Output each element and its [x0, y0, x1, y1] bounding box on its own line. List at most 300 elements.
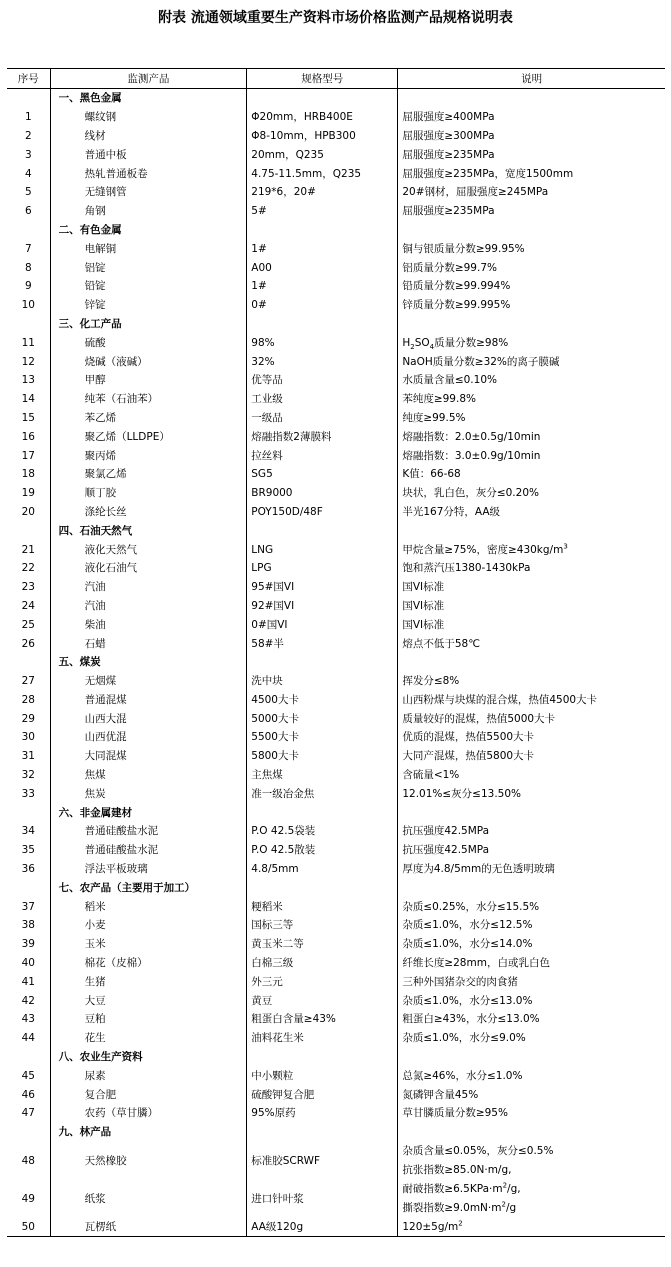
note-line-2: 抗张指数≥85.0N·m/g, — [402, 1163, 512, 1176]
row-number: 33 — [7, 784, 50, 803]
product-label: 石蜡 — [84, 637, 106, 650]
note-value — [398, 691, 665, 710]
table-row — [7, 559, 665, 578]
product-name — [50, 540, 247, 559]
product-name — [50, 1066, 247, 1085]
note-line: 大同产混煤，热值5800大卡 — [402, 750, 535, 763]
row-number: 4 — [7, 164, 50, 183]
product-label: 聚丙烯 — [84, 449, 117, 462]
product-name — [50, 390, 247, 409]
table-row — [7, 277, 665, 296]
row-number: 32 — [7, 766, 50, 785]
product-label: 柴油 — [84, 618, 106, 631]
row-number: 6 — [7, 202, 50, 221]
row-number: 9 — [7, 277, 50, 296]
note-value — [398, 841, 665, 860]
product-label: 热轧普通板卷 — [84, 167, 148, 180]
table-row — [7, 465, 665, 484]
table-row — [7, 1218, 665, 1237]
product-name — [50, 822, 247, 841]
spec-value: 1# — [247, 277, 398, 296]
row-number: 42 — [7, 991, 50, 1010]
spec-value: 5800大卡 — [247, 747, 398, 766]
note-value — [398, 1142, 665, 1180]
category-label: 三、化工产品 — [50, 315, 247, 334]
product-label: 天然橡胶 — [84, 1154, 127, 1167]
product-name — [50, 277, 247, 296]
note-value — [398, 672, 665, 691]
note-value — [398, 108, 665, 127]
note-value — [398, 352, 665, 371]
spec-cell — [247, 1123, 398, 1142]
product-label: 液化石油气 — [84, 562, 138, 575]
row-number: 37 — [7, 897, 50, 916]
note-line: 杂质≤1.0%，水分≤14.0% — [402, 938, 533, 951]
note-line: 铅质量分数≥99.994% — [402, 280, 511, 293]
product-label: 角钢 — [84, 205, 106, 218]
product-name — [50, 1180, 247, 1218]
product-name — [50, 183, 247, 202]
note-value — [398, 1010, 665, 1029]
note-value — [398, 634, 665, 653]
row-number: 22 — [7, 559, 50, 578]
table-row — [7, 540, 665, 559]
category-row — [7, 89, 665, 108]
note-value — [398, 258, 665, 277]
note-line: 水质量含量≤0.10% — [402, 374, 497, 387]
note-line: 饱和蒸汽压1380-1430kPa — [402, 562, 531, 575]
product-name — [50, 728, 247, 747]
table-row — [7, 127, 665, 146]
table-row — [7, 1010, 665, 1029]
row-num-cell — [7, 221, 50, 240]
row-num-cell — [7, 653, 50, 672]
product-name — [50, 578, 247, 597]
product-name — [50, 465, 247, 484]
spec-value: 标准胶SCRWF — [247, 1142, 398, 1180]
product-name — [50, 1104, 247, 1123]
table-row — [7, 1142, 665, 1180]
product-name — [50, 352, 247, 371]
spec-value: 5# — [247, 202, 398, 221]
row-number: 24 — [7, 597, 50, 616]
product-label: 普通中板 — [84, 148, 127, 161]
spec-value: AA级120g — [247, 1218, 398, 1237]
category-row — [7, 315, 665, 334]
spec-value: 219*6，20# — [247, 183, 398, 202]
spec-value: 5000大卡 — [247, 709, 398, 728]
product-label: 顺丁胶 — [84, 487, 117, 500]
spec-value: 黄豆 — [247, 991, 398, 1010]
category-row — [7, 221, 665, 240]
row-number: 46 — [7, 1085, 50, 1104]
product-label: 小麦 — [84, 919, 106, 932]
product-name — [50, 409, 247, 428]
row-number: 45 — [7, 1066, 50, 1085]
row-number: 39 — [7, 935, 50, 954]
spec-value: 熔融指数2薄膜料 — [247, 427, 398, 446]
table-row — [7, 1066, 665, 1085]
row-number: 26 — [7, 634, 50, 653]
spec-value: Φ8-10mm，HPB300 — [247, 127, 398, 146]
header-product: 监测产品 — [50, 69, 247, 89]
row-number: 25 — [7, 615, 50, 634]
spec-value: 洗中块 — [247, 672, 398, 691]
product-label: 稻米 — [84, 900, 106, 913]
note-value — [398, 860, 665, 879]
note-line: 国VI标准 — [402, 599, 445, 612]
row-number: 27 — [7, 672, 50, 691]
spec-value: 32% — [247, 352, 398, 371]
page-title: 附表 流通领域重要生产资料市场价格监测产品规格说明表 — [158, 10, 513, 26]
product-label: 农药（草甘膦） — [84, 1107, 159, 1120]
product-label: 焦煤 — [84, 769, 106, 782]
spec-value: 一级品 — [247, 409, 398, 428]
spec-value: 95#国VI — [247, 578, 398, 597]
note-line: 山西粉煤与块煤的混合煤，热值4500大卡 — [402, 693, 598, 706]
table-row — [7, 691, 665, 710]
spec-value: 中小颗粒 — [247, 1066, 398, 1085]
row-num-cell — [7, 521, 50, 540]
product-label: 甲醇 — [84, 374, 106, 387]
product-name — [50, 258, 247, 277]
table-row — [7, 427, 665, 446]
row-number: 3 — [7, 145, 50, 164]
category-label: 二、有色金属 — [50, 221, 247, 240]
spec-value: 1# — [247, 239, 398, 258]
row-number: 38 — [7, 916, 50, 935]
note-value — [398, 127, 665, 146]
product-name — [50, 935, 247, 954]
product-name — [50, 333, 247, 352]
table-row — [7, 446, 665, 465]
note-value — [398, 409, 665, 428]
spec-cell — [247, 89, 398, 108]
table-row — [7, 634, 665, 653]
table-row — [7, 822, 665, 841]
note-value — [398, 390, 665, 409]
category-row — [7, 803, 665, 822]
category-row — [7, 653, 665, 672]
note-cell — [398, 1048, 665, 1067]
note-cell — [398, 803, 665, 822]
product-name — [50, 1218, 247, 1237]
row-num-cell — [7, 1123, 50, 1142]
table-row — [7, 108, 665, 127]
note-value — [398, 935, 665, 954]
spec-value: BR9000 — [247, 484, 398, 503]
table-row — [7, 258, 665, 277]
spec-value: 20mm，Q235 — [247, 145, 398, 164]
row-number: 43 — [7, 1010, 50, 1029]
product-label: 普通硅酸盐水泥 — [84, 825, 159, 838]
spec-value: 主焦煤 — [247, 766, 398, 785]
product-name — [50, 108, 247, 127]
product-label: 纯苯（石油苯） — [84, 393, 159, 406]
product-name — [50, 484, 247, 503]
note-value — [398, 1104, 665, 1123]
spec-cell — [247, 1048, 398, 1067]
note-value — [398, 766, 665, 785]
note-value — [398, 427, 665, 446]
product-name — [50, 991, 247, 1010]
note-value — [398, 446, 665, 465]
note-line: 熔融指数：2.0±0.5g/10min — [402, 430, 541, 443]
spec-value: 98% — [247, 333, 398, 352]
note-value — [398, 747, 665, 766]
note-line: 20#钢材，屈服强度≥245MPa — [402, 186, 549, 199]
note-value — [398, 972, 665, 991]
row-number: 23 — [7, 578, 50, 597]
note-line: 甲烷含量≥75%，密度$\ge 430kg/m^3$ — [402, 542, 568, 556]
spec-value: 0# — [247, 296, 398, 315]
note-line: 耐破指数$\ge 6.5KPa\cdot m^2/g$, — [402, 1181, 521, 1195]
note-cell — [398, 521, 665, 540]
spec-value: POY150D/48F — [247, 503, 398, 522]
product-label: 锌锭 — [84, 299, 106, 312]
table-row — [7, 409, 665, 428]
product-label: 无缝钢管 — [84, 186, 127, 199]
row-number: 14 — [7, 390, 50, 409]
spec-value: 工业级 — [247, 390, 398, 409]
table-header-row — [7, 69, 665, 89]
row-number: 44 — [7, 1029, 50, 1048]
product-label: 山西大混 — [84, 712, 127, 725]
product-label: 聚乙烯（LLDPE） — [84, 430, 170, 443]
product-name — [50, 747, 247, 766]
spec-value: 优等品 — [247, 371, 398, 390]
row-number: 2 — [7, 127, 50, 146]
product-label: 电解铜 — [84, 242, 117, 255]
product-label: 铝锭 — [84, 261, 106, 274]
spec-value: 油料花生米 — [247, 1029, 398, 1048]
row-number: 41 — [7, 972, 50, 991]
product-name — [50, 916, 247, 935]
note-value — [398, 615, 665, 634]
note-line: 屈服强度≥235MPa — [402, 205, 495, 218]
note-line: 屈服强度≥300MPa — [402, 129, 495, 142]
spec-value: 5500大卡 — [247, 728, 398, 747]
spec-value: 4500大卡 — [247, 691, 398, 710]
note-value — [398, 954, 665, 973]
spec-value: 国标三等 — [247, 916, 398, 935]
table-row — [7, 164, 665, 183]
table-row — [7, 484, 665, 503]
note-line: 质量较好的混煤，热值5000大卡 — [402, 712, 556, 725]
note-line: 厚度为4.8/5mm的无色透明玻璃 — [402, 863, 555, 876]
note-line: 纤维长度≥28mm，白或乳白色 — [402, 957, 550, 970]
note-value — [398, 728, 665, 747]
product-name — [50, 897, 247, 916]
header-num: 序号 — [7, 69, 50, 89]
table-row — [7, 183, 665, 202]
table-row — [7, 352, 665, 371]
product-label: 无烟煤 — [84, 675, 117, 688]
product-label: 复合肥 — [84, 1088, 117, 1101]
spec-value: LNG — [247, 540, 398, 559]
product-name — [50, 766, 247, 785]
category-label: 八、农业生产资料 — [50, 1048, 247, 1067]
note-line: 熔融指数：3.0±0.9g/10min — [402, 449, 541, 462]
row-num-cell — [7, 315, 50, 334]
product-name — [50, 634, 247, 653]
note-line: 屈服强度≥235MPa，宽度1500mm — [402, 167, 574, 180]
note-line-2: 撕裂指数$\ge 9.0mN\cdot m^2/g$ — [402, 1200, 517, 1214]
product-name — [50, 1010, 247, 1029]
spec-value: 准一级冶金焦 — [247, 784, 398, 803]
product-name — [50, 559, 247, 578]
table-row — [7, 296, 665, 315]
row-number: 18 — [7, 465, 50, 484]
row-number: 17 — [7, 446, 50, 465]
spec-cell — [247, 315, 398, 334]
spec-value: 58#半 — [247, 634, 398, 653]
table-row — [7, 841, 665, 860]
note-line: $H_2SO_4$质量分数≥98% — [402, 336, 509, 351]
note-line: 杂质≤1.0%，水分≤12.5% — [402, 919, 533, 932]
row-number: 13 — [7, 371, 50, 390]
row-number: 28 — [7, 691, 50, 710]
category-label: 五、煤炭 — [50, 653, 247, 672]
row-number: 35 — [7, 841, 50, 860]
note-value — [398, 916, 665, 935]
table-row — [7, 916, 665, 935]
row-number: 1 — [7, 108, 50, 127]
product-label: 纸浆 — [84, 1192, 106, 1205]
note-value — [398, 991, 665, 1010]
row-num-cell — [7, 803, 50, 822]
row-number: 49 — [7, 1180, 50, 1218]
spec-value: 黄玉米二等 — [247, 935, 398, 954]
note-line: 12.01%≤灰分≤13.50% — [402, 787, 521, 800]
product-label: 山西优混 — [84, 731, 127, 744]
note-value — [398, 897, 665, 916]
category-label: 一、黑色金属 — [50, 89, 247, 108]
table-row — [7, 747, 665, 766]
product-name — [50, 1029, 247, 1048]
note-cell — [398, 1123, 665, 1142]
row-number: 10 — [7, 296, 50, 315]
product-label: 焦炭 — [84, 787, 106, 800]
product-label: 烧碱（液碱） — [84, 355, 148, 368]
header-note: 说明 — [398, 69, 665, 89]
category-row — [7, 1048, 665, 1067]
row-number: 34 — [7, 822, 50, 841]
row-number: 15 — [7, 409, 50, 428]
note-value — [398, 559, 665, 578]
note-value — [398, 540, 665, 559]
table-row — [7, 503, 665, 522]
note-cell — [398, 878, 665, 897]
note-value — [398, 296, 665, 315]
note-line: 氮磷钾含量45% — [402, 1088, 479, 1101]
note-value — [398, 1218, 665, 1237]
table-row — [7, 897, 665, 916]
product-label: 豆粕 — [84, 1013, 106, 1026]
product-name — [50, 615, 247, 634]
table-body — [7, 89, 665, 1237]
table-row — [7, 709, 665, 728]
spec-cell — [247, 878, 398, 897]
product-label: 普通硅酸盐水泥 — [84, 844, 159, 857]
note-line: 总氮≥46%，水分≤1.0% — [402, 1069, 523, 1082]
note-value — [398, 484, 665, 503]
table-row — [7, 860, 665, 879]
product-name — [50, 672, 247, 691]
note-value — [398, 578, 665, 597]
row-number: 48 — [7, 1142, 50, 1180]
product-label: 聚氯乙烯 — [84, 468, 127, 481]
note-line: 国VI标准 — [402, 581, 445, 594]
product-name — [50, 503, 247, 522]
table-row — [7, 615, 665, 634]
spec-value: 0#国VI — [247, 615, 398, 634]
table-row — [7, 1029, 665, 1048]
category-row — [7, 521, 665, 540]
row-number: 7 — [7, 239, 50, 258]
product-name — [50, 296, 247, 315]
spec-value: P.O 42.5散装 — [247, 841, 398, 860]
product-name — [50, 164, 247, 183]
spec-value: 粗蛋白含量≥43% — [247, 1010, 398, 1029]
spec-cell — [247, 653, 398, 672]
product-label: 普通混煤 — [84, 693, 127, 706]
row-number: 19 — [7, 484, 50, 503]
spec-cell — [247, 521, 398, 540]
note-value — [398, 1085, 665, 1104]
category-label: 四、石油天然气 — [50, 521, 247, 540]
product-label: 大同混煤 — [84, 750, 127, 763]
note-value — [398, 1180, 665, 1218]
note-cell — [398, 89, 665, 108]
note-value — [398, 277, 665, 296]
product-label: 玉米 — [84, 938, 106, 951]
spec-cell — [247, 221, 398, 240]
note-line: 屈服强度≥235MPa — [402, 148, 495, 161]
row-number: 29 — [7, 709, 50, 728]
product-name — [50, 202, 247, 221]
table-row — [7, 1180, 665, 1218]
table-row — [7, 239, 665, 258]
note-value — [398, 709, 665, 728]
row-num-cell — [7, 878, 50, 897]
spec-value: 92#国VI — [247, 597, 398, 616]
table-row — [7, 390, 665, 409]
product-label: 生猪 — [84, 975, 106, 988]
spec-value: LPG — [247, 559, 398, 578]
category-row — [7, 1123, 665, 1142]
spec-value: 95%原药 — [247, 1104, 398, 1123]
note-line: 铝质量分数≥99.7% — [402, 261, 497, 274]
spec-table — [7, 68, 665, 1237]
product-label: 棉花（皮棉） — [84, 957, 148, 970]
product-name — [50, 597, 247, 616]
spec-value: Φ20mm，HRB400E — [247, 108, 398, 127]
product-name — [50, 1142, 247, 1180]
note-line: 优质的混煤，热值5500大卡 — [402, 731, 535, 744]
note-line: 熔点不低于58℃ — [402, 637, 480, 650]
product-name — [50, 709, 247, 728]
product-label: 瓦楞纸 — [84, 1221, 117, 1234]
table-row — [7, 991, 665, 1010]
product-label: 线材 — [84, 129, 106, 142]
spec-value: 外三元 — [247, 972, 398, 991]
table-row — [7, 333, 665, 352]
note-line: 铜与银质量分数≥99.95% — [402, 242, 525, 255]
note-line: 国VI标准 — [402, 618, 445, 631]
table-row — [7, 371, 665, 390]
note-line: 苯纯度≥99.8% — [402, 393, 476, 406]
